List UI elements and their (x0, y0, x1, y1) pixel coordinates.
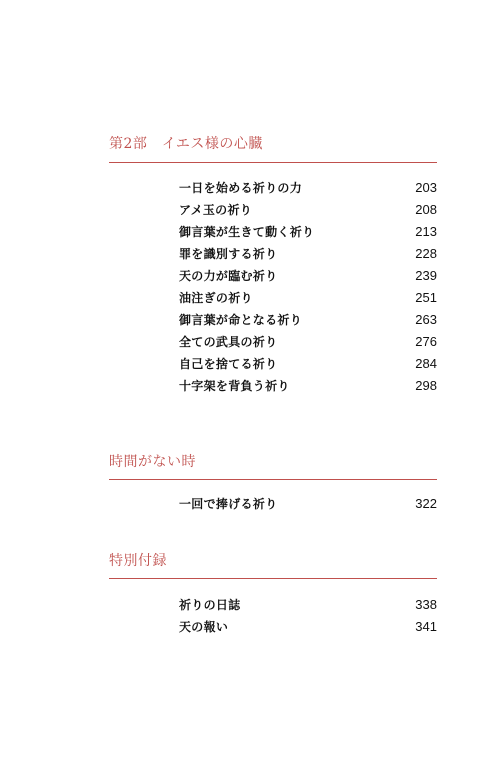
toc-entry[interactable] (179, 220, 437, 242)
entry-page-number: 203 (415, 179, 437, 195)
toc-section (109, 134, 437, 404)
toc-entry[interactable] (179, 352, 437, 374)
section-heading: 特別付録 (109, 553, 167, 569)
entry-page-number: 276 (415, 333, 437, 349)
entry-title: 油注ぎの祈り (179, 290, 253, 305)
entry-title: 一日を始める祈りの力 (179, 180, 303, 195)
entry-page-number: 298 (415, 377, 437, 393)
entry-title: 一回で捧げる祈り (179, 496, 278, 511)
entry-title: 御言葉が命となる祈り (179, 312, 303, 327)
entry-page-number: 322 (415, 495, 437, 511)
entry-title: 十字架を背負う祈り (179, 378, 290, 393)
section-heading: 時間がない時 (109, 454, 196, 470)
toc-entry[interactable] (179, 593, 437, 615)
entry-page-number: 251 (415, 289, 437, 305)
toc-entry[interactable] (179, 176, 437, 198)
toc-entry[interactable] (179, 615, 437, 637)
section-divider (109, 162, 437, 163)
entry-title: アメ玉の祈り (179, 202, 253, 217)
entry-title: 全ての武具の祈り (179, 334, 278, 349)
entry-title: 自己を捨てる祈り (179, 356, 278, 371)
entry-page-number: 338 (415, 596, 437, 612)
toc-entry[interactable] (179, 198, 437, 220)
toc-entry[interactable] (179, 242, 437, 264)
entry-title: 御言葉が生きて動く祈り (179, 224, 315, 239)
entry-page-number: 228 (415, 245, 437, 261)
toc-entry[interactable] (179, 374, 437, 396)
entry-title: 祈りの日誌 (179, 597, 241, 612)
toc-section (109, 452, 437, 522)
section-divider (109, 578, 437, 579)
toc-entry[interactable] (179, 492, 437, 514)
entry-page-number: 213 (415, 223, 437, 239)
entry-title: 天の力が臨む祈り (179, 268, 278, 283)
section-divider (109, 479, 437, 480)
toc-entry[interactable] (179, 308, 437, 330)
section-heading: 第2部 イエス様の心臓 (109, 136, 263, 152)
entry-page-number: 341 (415, 618, 437, 634)
toc-entry[interactable] (179, 286, 437, 308)
entry-page-number: 263 (415, 311, 437, 327)
entry-page-number: 284 (415, 355, 437, 371)
entry-page-number: 239 (415, 267, 437, 283)
entry-title: 天の報い (179, 619, 229, 634)
entry-page-number: 208 (415, 201, 437, 217)
toc-entry[interactable] (179, 264, 437, 286)
toc-section (109, 551, 437, 641)
entry-title: 罪を識別する祈り (179, 246, 278, 261)
toc-entry[interactable] (179, 330, 437, 352)
